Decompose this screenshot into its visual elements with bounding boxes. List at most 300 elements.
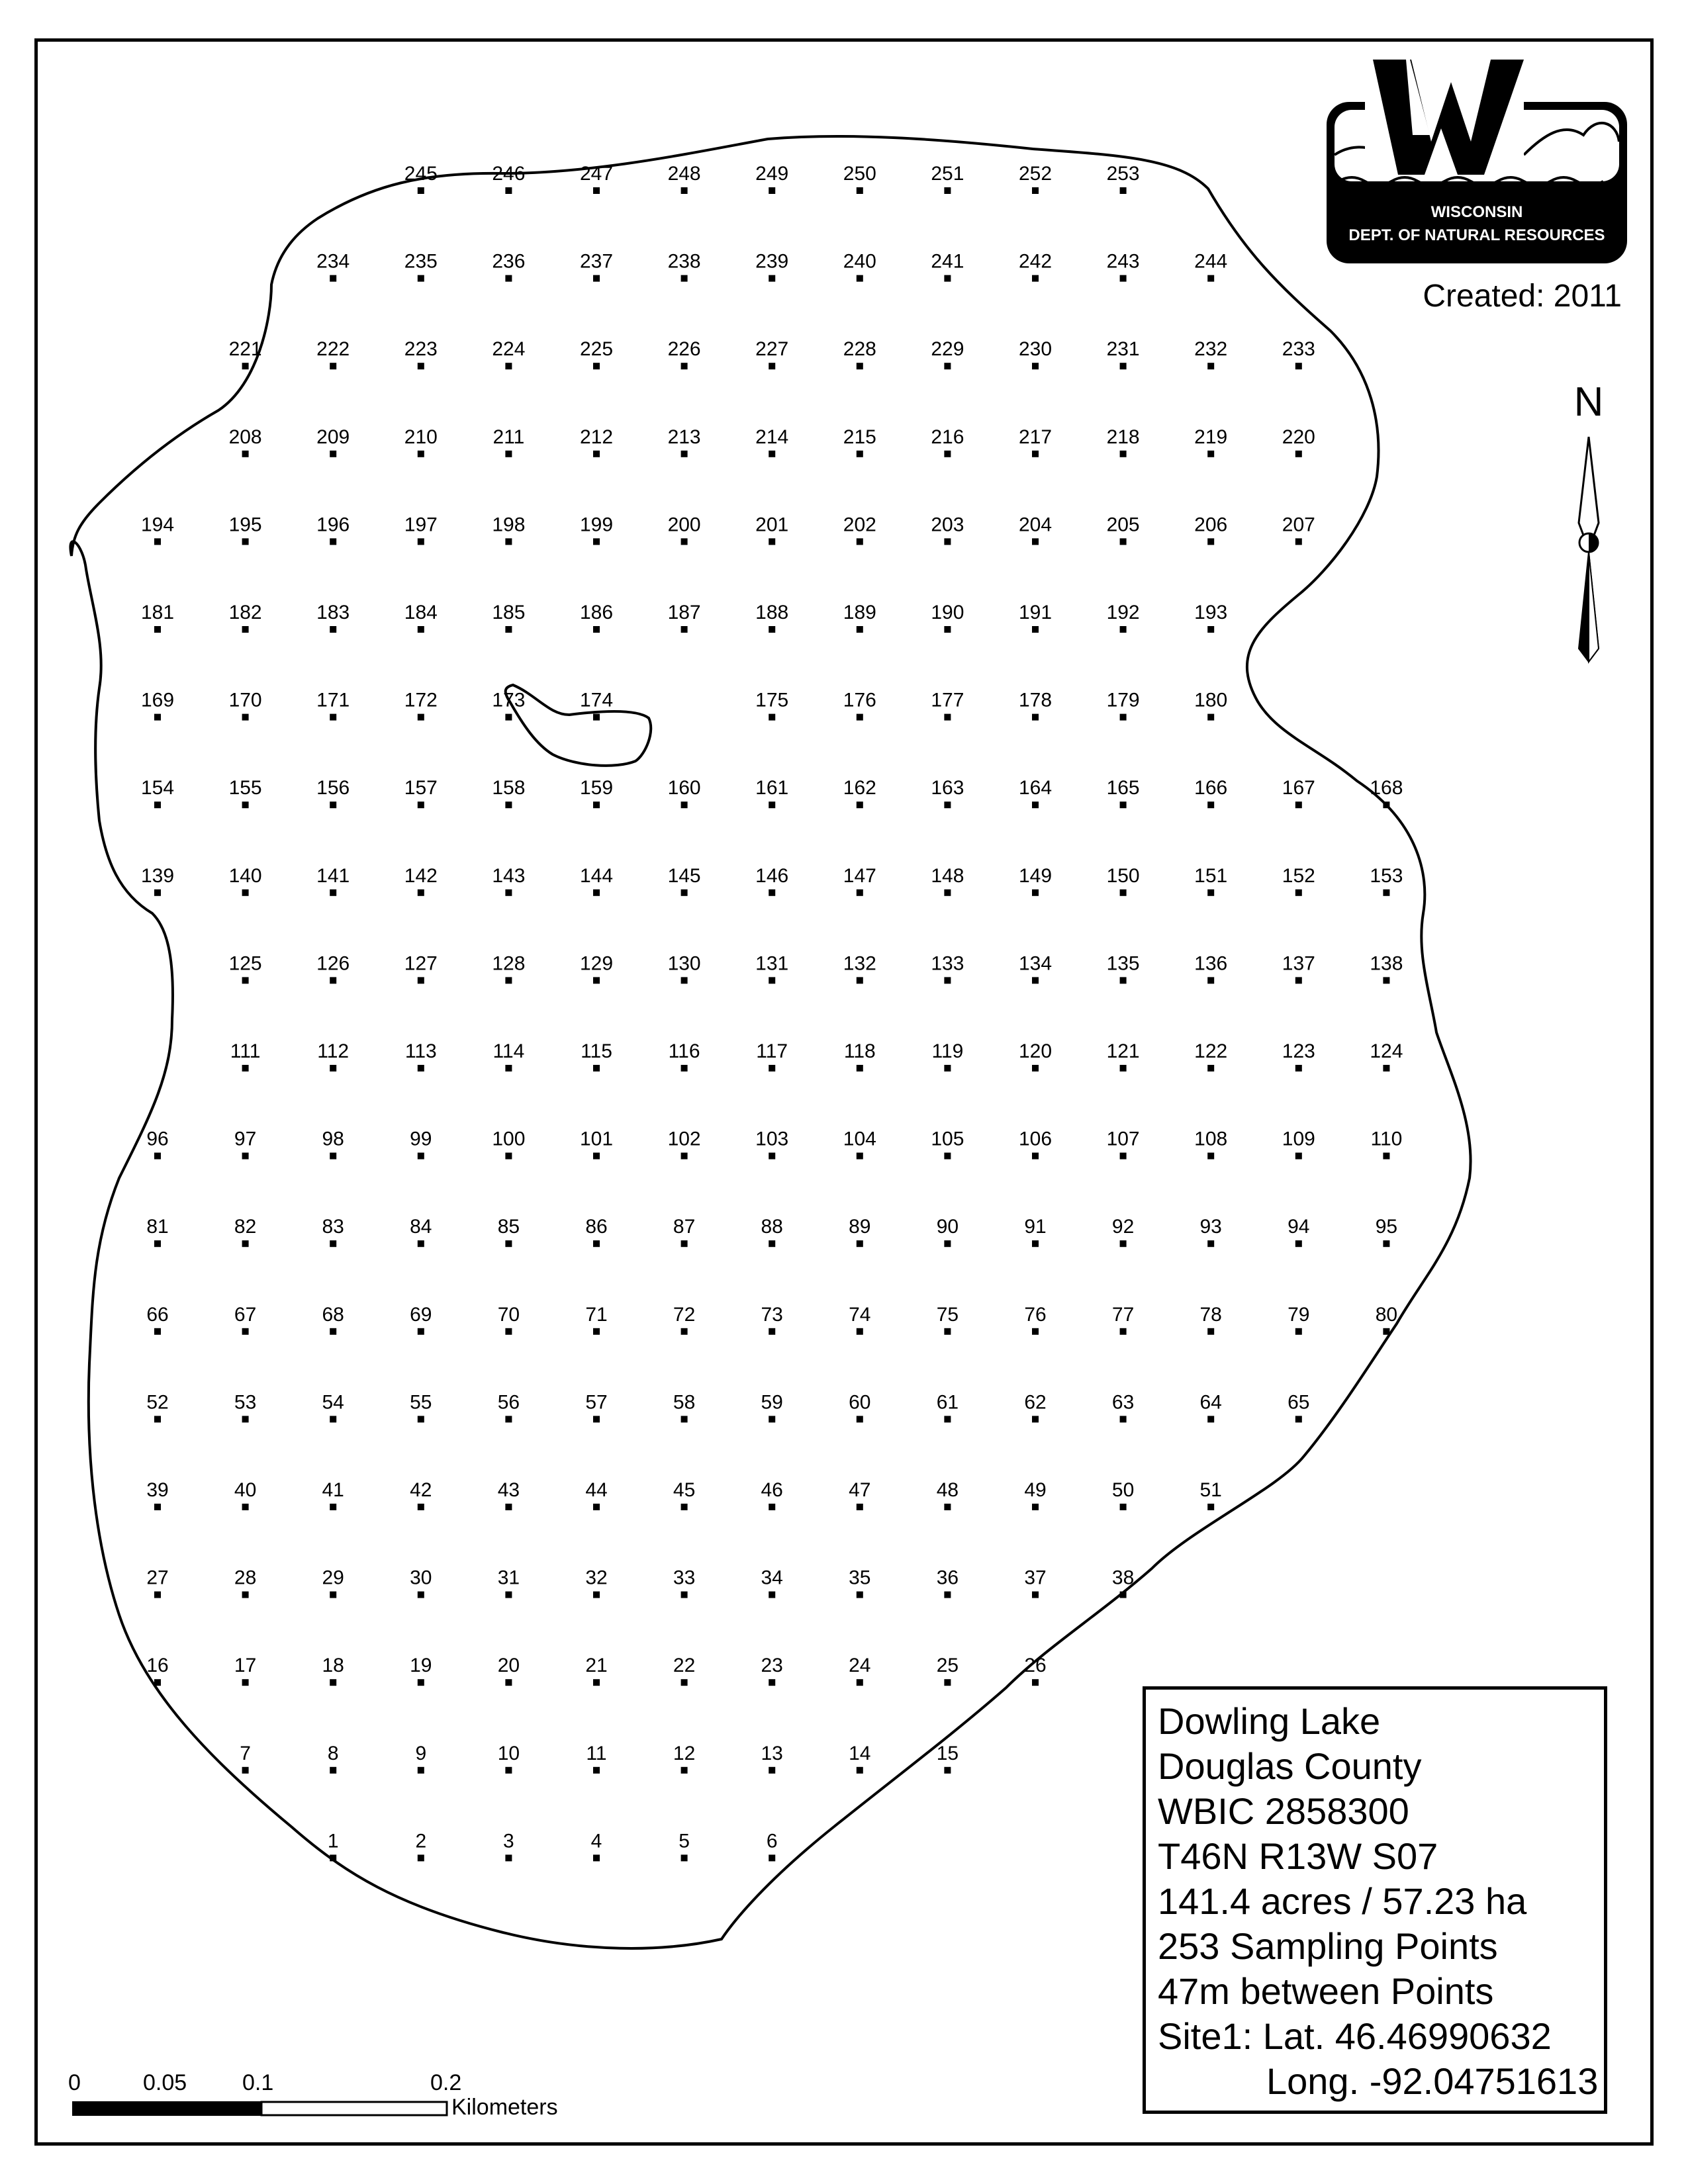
sampling-point-label: 116: [668, 1040, 700, 1062]
sampling-point-label: 50: [1111, 1479, 1135, 1501]
sampling-point-label: 74: [849, 1303, 871, 1326]
sampling-point-label: 81: [146, 1216, 169, 1238]
sampling-point-marker: [505, 1065, 512, 1071]
sampling-point-label: 209: [316, 426, 350, 448]
sampling-point-label: 53: [234, 1391, 257, 1414]
sampling-point-label: 122: [1194, 1040, 1228, 1062]
sampling-point-marker: [1383, 1328, 1389, 1335]
sampling-point-marker: [857, 1679, 863, 1686]
sampling-point-label: 68: [322, 1303, 344, 1326]
sampling-point-marker: [1120, 1592, 1127, 1598]
sampling-point-marker: [505, 1504, 512, 1510]
sampling-point-marker: [944, 889, 951, 896]
sampling-point-marker: [681, 1153, 688, 1160]
sampling-point-label: 17: [234, 1655, 257, 1677]
sampling-point-marker: [505, 451, 512, 457]
sampling-point-label: 189: [843, 602, 876, 623]
sampling-point-label: 138: [1370, 952, 1403, 975]
sampling-point-label: 186: [579, 602, 614, 623]
sampling-point-marker: [681, 977, 688, 983]
sampling-point-marker: [1032, 1065, 1039, 1071]
sampling-point-marker: [418, 275, 424, 282]
sampling-point-label: 222: [316, 338, 350, 361]
sampling-point-marker: [944, 1240, 951, 1247]
sampling-point-marker: [1207, 451, 1214, 457]
sampling-point-marker: [1207, 801, 1214, 808]
sampling-point-marker: [1207, 1065, 1214, 1071]
sampling-point-label: 47: [849, 1479, 871, 1501]
county-name: Douglas County: [1158, 1745, 1422, 1787]
sampling-point-marker: [593, 275, 600, 282]
sampling-point-label: 178: [1018, 689, 1053, 711]
sampling-point-marker: [681, 1328, 688, 1335]
sampling-point-label: 102: [667, 1128, 701, 1150]
sampling-point-label: 80: [1375, 1303, 1398, 1326]
sampling-point-label: 168: [1370, 777, 1403, 799]
sampling-point-label: 239: [755, 250, 789, 273]
sampling-point-label: 156: [316, 777, 350, 799]
sampling-point-label: 101: [579, 1128, 614, 1150]
sampling-point-marker: [330, 801, 336, 808]
sampling-point-marker: [154, 1328, 161, 1335]
sampling-point-marker: [505, 1328, 512, 1335]
sampling-point-label: 252: [1018, 163, 1053, 185]
sampling-point-marker: [330, 275, 336, 282]
sampling-point-label: 96: [146, 1128, 169, 1150]
sampling-point-label: 162: [843, 777, 876, 799]
sampling-point-label: 51: [1199, 1479, 1222, 1501]
sampling-point-label: 165: [1106, 777, 1140, 799]
sampling-point-label: 198: [492, 514, 526, 536]
sampling-point-label: 54: [322, 1391, 344, 1414]
sampling-point-marker: [242, 714, 249, 721]
sampling-point-label: 88: [761, 1216, 783, 1238]
sampling-point-label: 133: [931, 952, 964, 975]
sampling-point-marker: [681, 889, 688, 896]
sampling-point-marker: [769, 1240, 775, 1247]
sampling-point-label: 11: [586, 1742, 607, 1764]
lake-info-box: [1143, 1686, 1607, 2114]
sampling-point-marker: [944, 1592, 951, 1598]
sampling-point-marker: [154, 1153, 161, 1160]
sampling-point-label: 251: [931, 163, 964, 185]
sampling-point-marker: [330, 714, 336, 721]
sampling-point-label: 194: [140, 514, 175, 536]
sampling-point-marker: [593, 363, 600, 369]
sampling-point-label: 85: [497, 1216, 520, 1238]
sampling-point-marker: [242, 1504, 249, 1510]
sampling-point-marker: [1120, 977, 1127, 983]
sampling-point-marker: [1295, 451, 1302, 457]
sampling-point-marker: [242, 1679, 249, 1686]
sampling-point-marker: [1032, 187, 1039, 194]
sampling-point-marker: [1032, 626, 1039, 633]
sampling-point-marker: [1383, 977, 1389, 983]
sampling-point-label: 111: [230, 1040, 261, 1062]
sampling-point-label: 49: [1024, 1479, 1047, 1501]
sampling-point-marker: [769, 1767, 775, 1774]
north-arrow: [1579, 437, 1599, 662]
sampling-point-label: 16: [146, 1655, 169, 1677]
sampling-point-marker: [593, 1854, 600, 1861]
sampling-point-label: 8: [327, 1742, 339, 1764]
sampling-point-label: 153: [1370, 864, 1403, 887]
sampling-point-label: 79: [1288, 1303, 1310, 1326]
sampling-point-marker: [681, 1065, 688, 1071]
sampling-point-marker: [330, 1328, 336, 1335]
sampling-point-marker: [1207, 1153, 1214, 1160]
sampling-point-marker: [593, 1153, 600, 1160]
sampling-point-label: 5: [679, 1830, 690, 1852]
sampling-point-marker: [1207, 1504, 1214, 1510]
sampling-point-marker: [593, 1592, 600, 1598]
sampling-point-marker: [330, 1240, 336, 1247]
sampling-point-marker: [505, 1416, 512, 1422]
sampling-point-label: 61: [936, 1391, 959, 1414]
sampling-point-label: 128: [492, 952, 526, 975]
sampling-point-marker: [593, 538, 600, 545]
sampling-point-label: 225: [579, 338, 614, 361]
sampling-point-marker: [1383, 889, 1389, 896]
sampling-point-label: 42: [410, 1479, 432, 1501]
sampling-point-label: 206: [1194, 514, 1228, 536]
sampling-point-label: 57: [585, 1391, 608, 1414]
sampling-point-marker: [242, 1592, 249, 1598]
sampling-point-label: 163: [931, 777, 964, 799]
sampling-point-label: 129: [579, 952, 614, 975]
sampling-point-marker: [1032, 977, 1039, 983]
sampling-point-marker: [418, 889, 424, 896]
sampling-point-marker: [1120, 275, 1127, 282]
sampling-point-marker: [944, 1328, 951, 1335]
sampling-point-marker: [944, 1065, 951, 1071]
sampling-point-marker: [769, 1504, 775, 1510]
sampling-point-label: 7: [240, 1742, 251, 1764]
sampling-point-label: 203: [931, 514, 964, 536]
sampling-point-marker: [769, 363, 775, 369]
sampling-point-marker: [1295, 1065, 1302, 1071]
sampling-point-marker: [1295, 538, 1302, 545]
sampling-point-marker: [1207, 363, 1214, 369]
sampling-point-label: 152: [1282, 864, 1315, 887]
sampling-point-marker: [505, 801, 512, 808]
sampling-point-marker: [593, 889, 600, 896]
sampling-point-label: 109: [1282, 1128, 1315, 1150]
sampling-point-label: 28: [234, 1567, 257, 1589]
sampling-point-label: 15: [936, 1742, 959, 1764]
sampling-point-label: 45: [673, 1479, 696, 1501]
sampling-points: [141, 163, 1403, 1861]
sampling-point-marker: [1207, 889, 1214, 896]
sampling-point-label: 62: [1024, 1391, 1047, 1414]
sampling-point-marker: [1032, 1679, 1039, 1686]
sampling-point-marker: [154, 1416, 161, 1422]
sampling-point-marker: [330, 1065, 336, 1071]
sampling-point-label: 151: [1194, 864, 1228, 887]
sampling-point-label: 119: [931, 1040, 964, 1062]
sampling-point-marker: [593, 1416, 600, 1422]
sampling-point-label: 197: [404, 514, 438, 536]
sampling-point-marker: [681, 187, 688, 194]
sampling-point-marker: [1032, 1328, 1039, 1335]
sampling-point-marker: [1383, 801, 1389, 808]
sampling-point-label: 130: [667, 952, 701, 975]
sampling-point-marker: [593, 451, 600, 457]
sampling-point-label: 208: [228, 426, 262, 448]
sampling-point-label: 55: [410, 1391, 432, 1414]
sampling-point-label: 233: [1282, 338, 1315, 361]
sampling-point-marker: [1295, 801, 1302, 808]
sampling-point-marker: [769, 187, 775, 194]
sampling-point-label: 169: [140, 689, 175, 711]
sampling-point-label: 190: [931, 602, 964, 623]
sampling-point-marker: [330, 1153, 336, 1160]
sampling-point-marker: [505, 275, 512, 282]
sampling-point-label: 92: [1111, 1216, 1135, 1238]
sampling-point-label: 204: [1018, 514, 1053, 536]
sampling-point-label: 23: [761, 1655, 783, 1677]
scale-tick-label: 0: [68, 2070, 81, 2095]
sampling-point-label: 67: [234, 1303, 257, 1326]
sampling-point-marker: [418, 1854, 424, 1861]
sampling-point-label: 157: [404, 777, 438, 799]
sampling-point-label: 216: [931, 426, 964, 448]
sampling-point-marker: [242, 363, 249, 369]
sampling-point-label: 227: [755, 338, 789, 361]
sampling-point-marker: [681, 1767, 688, 1774]
sampling-point-label: 243: [1106, 250, 1140, 273]
sampling-point-label: 236: [492, 250, 526, 273]
sampling-point-marker: [944, 801, 951, 808]
sampling-point-label: 110: [1370, 1128, 1403, 1150]
island-shoreline: [506, 685, 651, 766]
sampling-point-marker: [154, 538, 161, 545]
sampling-point-marker: [1120, 1504, 1127, 1510]
logo-line-1: WISCONSIN: [1430, 203, 1523, 221]
sampling-point-marker: [1032, 363, 1039, 369]
sampling-point-marker: [1032, 714, 1039, 721]
sampling-point-marker: [857, 801, 863, 808]
sampling-point-label: 202: [843, 514, 876, 536]
sampling-points-count: 253 Sampling Points: [1158, 1925, 1498, 1967]
sampling-point-marker: [944, 626, 951, 633]
sampling-point-marker: [1032, 1504, 1039, 1510]
sampling-point-marker: [1295, 889, 1302, 896]
sampling-point-label: 3: [503, 1830, 514, 1852]
sampling-point-label: 241: [931, 250, 964, 273]
sampling-point-marker: [505, 714, 512, 721]
sampling-point-marker: [1032, 538, 1039, 545]
sampling-point-label: 87: [673, 1216, 696, 1238]
sampling-point-marker: [330, 626, 336, 633]
sampling-point-marker: [1120, 451, 1127, 457]
sampling-point-label: 244: [1194, 250, 1228, 273]
sampling-point-marker: [681, 451, 688, 457]
sampling-point-marker: [944, 538, 951, 545]
sampling-point-marker: [418, 1767, 424, 1774]
sampling-point-label: 148: [931, 864, 964, 887]
sampling-point-marker: [857, 187, 863, 194]
sampling-point-marker: [505, 1240, 512, 1247]
sampling-point-marker: [769, 1065, 775, 1071]
sampling-point-marker: [857, 363, 863, 369]
sampling-point-label: 161: [755, 777, 789, 799]
sampling-point-marker: [418, 1679, 424, 1686]
sampling-point-marker: [769, 1153, 775, 1160]
sampling-point-label: 143: [492, 864, 526, 887]
sampling-point-marker: [418, 1240, 424, 1247]
sampling-point-marker: [1207, 275, 1214, 282]
sampling-point-label: 155: [228, 777, 262, 799]
sampling-point-label: 180: [1194, 689, 1228, 711]
sampling-point-marker: [857, 275, 863, 282]
sampling-point-label: 10: [497, 1742, 520, 1764]
sampling-point-marker: [1032, 275, 1039, 282]
sampling-point-marker: [857, 977, 863, 983]
sampling-point-label: 13: [761, 1742, 783, 1764]
sampling-point-marker: [857, 1328, 863, 1335]
sampling-point-marker: [1120, 1416, 1127, 1422]
sampling-point-label: 131: [755, 952, 789, 975]
scale-unit: Kilometers: [451, 2095, 558, 2120]
sampling-point-label: 59: [761, 1391, 783, 1414]
sampling-point-marker: [857, 626, 863, 633]
township-range-section: T46N R13W S07: [1158, 1835, 1438, 1877]
sampling-point-label: 147: [843, 864, 876, 887]
wbic-code: WBIC 2858300: [1158, 1790, 1409, 1832]
sampling-point-marker: [505, 363, 512, 369]
sampling-point-marker: [1032, 1416, 1039, 1422]
sampling-point-marker: [242, 977, 249, 983]
sampling-point-marker: [857, 1240, 863, 1247]
sampling-point-label: 136: [1194, 952, 1228, 975]
sampling-point-label: 33: [673, 1567, 696, 1589]
sampling-point-marker: [593, 1504, 600, 1510]
sampling-point-label: 29: [322, 1567, 344, 1589]
sampling-point-label: 40: [234, 1479, 257, 1501]
sampling-point-marker: [944, 1153, 951, 1160]
sampling-point-label: 183: [316, 602, 350, 623]
sampling-point-label: 218: [1106, 426, 1140, 448]
sampling-point-label: 191: [1018, 602, 1053, 623]
sampling-point-marker: [681, 1592, 688, 1598]
sampling-point-marker: [769, 275, 775, 282]
sampling-point-marker: [330, 363, 336, 369]
sampling-point-label: 221: [228, 338, 262, 361]
sampling-point-marker: [857, 1592, 863, 1598]
created-date: Created: 2011: [1423, 279, 1622, 314]
sampling-point-marker: [857, 889, 863, 896]
sampling-point-marker: [418, 714, 424, 721]
sampling-point-marker: [1032, 1240, 1039, 1247]
sampling-point-marker: [418, 626, 424, 633]
sampling-point-marker: [944, 1679, 951, 1686]
sampling-point-marker: [769, 889, 775, 896]
sampling-point-marker: [593, 977, 600, 983]
sampling-point-marker: [330, 1767, 336, 1774]
sampling-point-label: 19: [410, 1655, 432, 1677]
site1-longitude: Long. -92.04751613: [1266, 2060, 1599, 2102]
logo-line-2: DEPT. OF NATURAL RESOURCES: [1348, 226, 1605, 244]
sampling-point-marker: [1032, 801, 1039, 808]
sampling-point-label: 20: [497, 1655, 520, 1677]
sampling-point-label: 46: [761, 1479, 783, 1501]
sampling-point-label: 177: [931, 689, 964, 711]
sampling-point-label: 60: [849, 1391, 871, 1414]
sampling-point-marker: [857, 1416, 863, 1422]
sampling-point-marker: [1032, 1592, 1039, 1598]
sampling-point-label: 95: [1375, 1216, 1398, 1238]
sampling-point-marker: [242, 1065, 249, 1071]
sampling-point-marker: [418, 1416, 424, 1422]
sampling-point-label: 214: [755, 426, 789, 448]
site1-latitude: Site1: Lat. 46.46990632: [1158, 2015, 1552, 2057]
sampling-point-marker: [681, 801, 688, 808]
sampling-point-marker: [418, 538, 424, 545]
sampling-point-label: 211: [492, 426, 525, 448]
sampling-point-marker: [1295, 1416, 1302, 1422]
sampling-point-label: 217: [1018, 426, 1053, 448]
sampling-point-label: 89: [849, 1216, 871, 1238]
sampling-point-label: 112: [317, 1040, 350, 1062]
sampling-point-label: 235: [404, 250, 438, 273]
sampling-point-label: 230: [1018, 338, 1053, 361]
sampling-point-label: 73: [761, 1303, 783, 1326]
sampling-point-marker: [944, 1767, 951, 1774]
sampling-point-label: 158: [492, 777, 526, 799]
sampling-point-marker: [330, 1854, 336, 1861]
sampling-point-label: 63: [1111, 1391, 1135, 1414]
sampling-point-marker: [769, 1328, 775, 1335]
sampling-point-marker: [242, 889, 249, 896]
sampling-point-marker: [857, 451, 863, 457]
sampling-point-marker: [1120, 889, 1127, 896]
sampling-point-marker: [769, 714, 775, 721]
sampling-point-label: 132: [843, 952, 876, 975]
sampling-point-label: 125: [228, 952, 262, 975]
sampling-point-marker: [154, 889, 161, 896]
sampling-point-label: 103: [755, 1128, 789, 1150]
sampling-point-marker: [593, 1065, 600, 1071]
sampling-point-marker: [242, 451, 249, 457]
sampling-point-label: 223: [404, 338, 438, 361]
sampling-point-marker: [681, 1240, 688, 1247]
sampling-point-marker: [330, 1504, 336, 1510]
sampling-point-label: 21: [585, 1655, 608, 1677]
sampling-point-label: 14: [849, 1742, 871, 1764]
sampling-point-label: 196: [316, 514, 350, 536]
sampling-point-label: 38: [1111, 1567, 1135, 1589]
sampling-point-marker: [769, 538, 775, 545]
sampling-point-label: 94: [1288, 1216, 1310, 1238]
sampling-point-label: 226: [667, 338, 701, 361]
sampling-point-label: 127: [404, 952, 438, 975]
sampling-point-marker: [944, 275, 951, 282]
sampling-point-label: 159: [579, 777, 614, 799]
lake-name: Dowling Lake: [1158, 1700, 1381, 1742]
sampling-point-marker: [1120, 626, 1127, 633]
scale-tick-label: 0.05: [143, 2070, 187, 2095]
sampling-point-marker: [418, 977, 424, 983]
sampling-point-marker: [330, 977, 336, 983]
sampling-point-label: 1: [327, 1830, 339, 1852]
sampling-point-label: 228: [843, 338, 876, 361]
sampling-point-label: 22: [673, 1655, 696, 1677]
sampling-point-marker: [857, 1153, 863, 1160]
sampling-point-marker: [505, 626, 512, 633]
sampling-point-label: 213: [667, 426, 701, 448]
sampling-point-label: 100: [492, 1128, 526, 1150]
